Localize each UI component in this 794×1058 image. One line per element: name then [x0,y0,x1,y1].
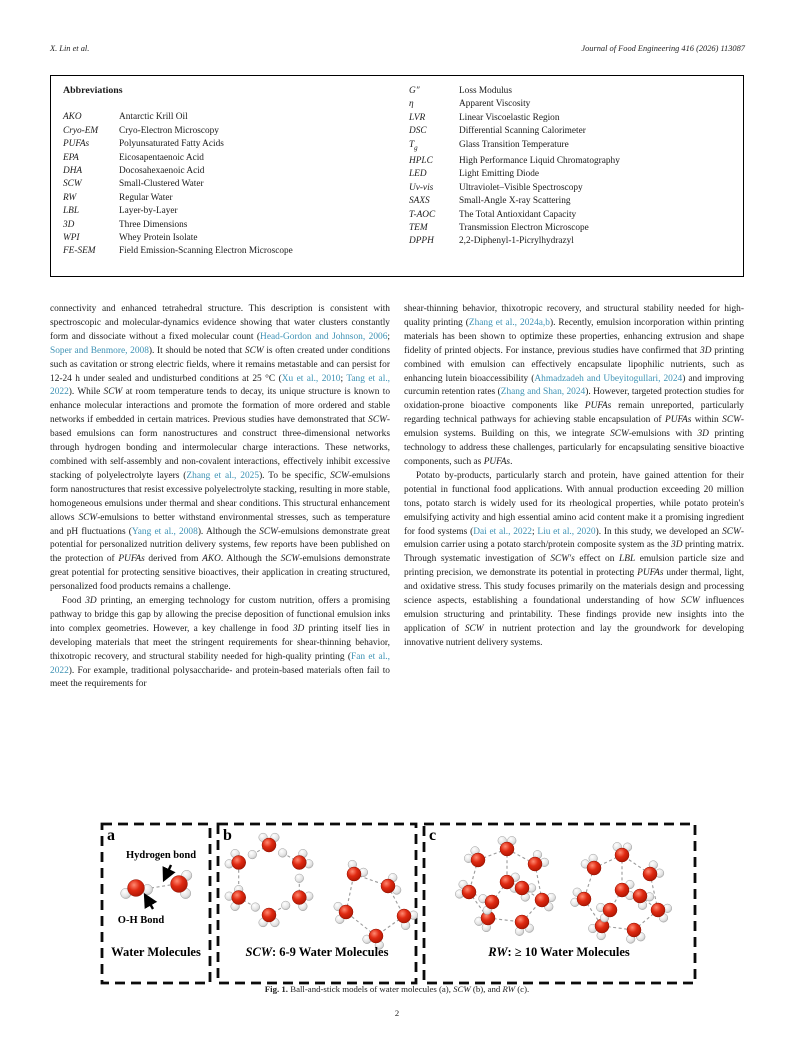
abbr-definition: Differential Scanning Calorimeter [459,126,586,137]
water-molecule [571,888,591,907]
abbr-term: LBL [63,206,80,217]
abbreviations-title: Abbreviations [63,85,123,96]
panel-a-border [102,824,210,983]
citation-link[interactable]: Zhang and Shan, 2024 [500,387,586,398]
abbr-term: RW [63,192,77,203]
oxygen-atom [500,842,514,856]
abbr-term: PUFAs [63,139,90,150]
citation-link[interactable]: Zhang et al., 2025 [186,470,260,481]
page-number: 2 [394,1008,400,1018]
panel-c-border [424,824,695,983]
oxygen-atom [535,893,549,907]
abbr-row [63,178,393,191]
paragraph: Food 3D printing, an emerging technology for custom nutrition, offers a promising pathway to bridge this gap by allowing the precise deposition of functional emulsion inks into complex geometries. However, a key challenge in food 3D printing itself lies in developing materials that meet the stringent requirements for shear-thinning behavior, thixotropic recovery, and structural stability needed for high-quality printing (Fan et al., 2022). For example, traditional polysaccharide- and protein-based materials often fail to meet the requirements for [50,596,390,690]
hydrogen-atom [295,874,304,883]
oxygen-atom [577,892,591,906]
figure-1 [100,822,697,985]
hydrogen-atom [248,850,257,859]
panel-b-molecules [225,833,418,949]
abbr-row [409,195,739,208]
panel-a-molecules [121,870,192,898]
abbr-definition: Whey Protein Isolate [119,233,198,244]
abbr-row [409,168,739,181]
water-molecule [292,849,313,869]
abbr-definition: Glass Transition Temperature [459,139,569,150]
water-molecule [225,891,246,911]
abbr-definition: Three Dimensions [119,219,188,230]
water-molecule [498,836,516,856]
abbreviations-box [50,75,744,277]
oxygen-atom [615,883,629,897]
oxygen-atom [369,929,383,943]
water-molecule [292,891,313,911]
oxygen-atom [471,853,485,867]
oxygen-atom [603,903,617,917]
abbr-row [63,245,393,258]
figure-caption: Fig. 1. Ball-and-stick models of water molecules (a), SCW (b), and RW (c). [264,984,530,994]
citation-link[interactable]: Fan et al., 2022 [50,651,390,676]
abbr-definition: Linear Viscoelastic Region [459,112,560,123]
abbr-row [409,235,739,248]
abbr-row [409,85,739,98]
abbr-row [63,165,393,178]
abbr-row [63,232,393,245]
abbr-term: FE-SEM [63,246,96,257]
body-text [50,303,744,808]
abbr-term: WPI [63,233,80,244]
abbr-row [409,139,739,155]
oxygen-atom [651,903,665,917]
abbr-term: LED [409,169,427,180]
water-molecule [259,833,279,852]
oxygen-atom [232,891,246,905]
abbr-row [63,152,393,165]
oxygen-atom [515,881,529,895]
abbr-row [409,112,739,125]
abbr-term: TEM [409,222,428,233]
abbr-definition: The Total Antioxidant Capacity [459,209,577,220]
figure-panel-a [100,822,212,985]
abbr-term: Cryo-EM [63,125,99,136]
abbr-definition: High Performance Liquid Chromatography [459,155,620,166]
citation-link[interactable]: Xu et al., 2010 [281,373,341,384]
water-molecule [626,923,645,943]
water-molecule [651,903,672,922]
abbr-row [63,125,393,138]
oxygen-atom [292,856,306,870]
abbr-term: $T_g$ [409,139,418,152]
abbr-definition: 2,2-Diphenyl-1-Picrylhydrazyl [459,236,574,247]
oxygen-atom [515,915,529,929]
abbr-row [409,98,739,111]
water-molecule [479,894,499,914]
abbr-term: LVR [409,112,426,123]
paragraph: Potato by-products, particularly starch and protein, have gained attention for their potential in functional food applications. With annual production exceeding 20 million tons, potato starch is widely used for its rheological properties, while potato protein's emulsifying activity and high essential amino acid content make it a promising ingredient for food systems (Dai et al., 2022; Liu et al., 2020). In this study, we developed an SCW-emulsion carrier using a potato starch/protein composite system as the 3D printing matrix. Through systematic investigation of SCW's effect on LBL emulsion particle size and printing precision, we demonstrate its potential in protecting PUFAs under thermal, light, and oxidative stress. This study focuses primarily on the materials design and processing science aspects, establishing a foundational understanding of how SCW influences emulsion structuring and printability. These findings provide new insights into the application of SCW in nutrient protection and lay the groundwork for developing innovative nutrient delivery systems. [404,470,744,648]
oxygen-atom [587,861,601,875]
water-molecule [581,854,601,875]
abbr-term: η [409,99,414,110]
abbr-definition: Small-Angle X-ray Scattering [459,196,571,207]
abbr-term: SCW [63,179,82,190]
header-author: X. Lin et al. [50,44,90,53]
water-molecule [334,902,353,923]
hydrogen-atom [278,849,287,858]
oxygen-atom [615,848,629,862]
body-column-left [50,303,390,808]
oxygen-atom [171,876,188,893]
oxygen-atom [128,880,145,897]
hydrogen-atom [251,903,260,912]
abbr-row [63,192,393,205]
abbr-definition: Docosahexaenoic Acid [119,166,205,177]
water-molecule [515,915,534,936]
abbr-row [409,209,739,222]
oh-bond-label: O-H Bond [117,915,165,926]
hydrogen-atom [281,901,290,910]
oxygen-atom [500,875,514,889]
abbr-term: DPPH [409,236,434,247]
abbr-term: DHA [63,166,83,177]
oxygen-atom [528,857,542,871]
citation-link[interactable]: Head-Gordon and Johnson, 2006 [260,331,388,342]
citation-link[interactable]: Tang et al., 2022 [50,373,391,398]
oxygen-atom [262,838,276,852]
abbr-definition: Ultraviolet–Visible Spectroscopy [459,182,583,193]
oxygen-atom [232,856,246,870]
abbr-definition: Apparent Viscosity [459,99,531,110]
figure-panel-c [422,822,697,985]
oxygen-atom [627,923,641,937]
abbr-row [63,219,393,232]
oxygen-atom [462,885,476,899]
panel-c-label: RW: ≥ 10 Water Molecules [488,945,630,959]
abbr-term: DSC [409,126,427,137]
abbr-definition: Layer-by-Layer [119,206,178,217]
abbr-term: T-AOC [409,209,436,220]
water-molecule [121,880,153,899]
oxygen-atom [262,908,276,922]
hydrogen-bond-line [151,885,170,888]
water-molecule [455,880,476,899]
oxygen-atom [485,895,499,909]
citation-link[interactable]: Soper and Benmore, 2008 [50,345,149,356]
abbr-row [409,125,739,138]
oxygen-atom [397,909,411,923]
abbr-definition: Regular Water [119,192,173,203]
water-molecule [528,850,549,871]
abbr-term: EPA [63,152,79,163]
abbr-definition: Field Emission-Scanning Electron Microscope [119,246,293,257]
oxygen-atom [347,867,361,881]
water-molecule [171,870,192,898]
abbr-term: SAXS [409,196,430,207]
panel-b-label: SCW: 6-9 Water Molecules [245,945,389,959]
abbr-term: 3D [63,219,75,230]
water-molecule [535,893,556,911]
water-molecule [397,909,418,930]
water-molecule [643,861,664,881]
oxygen-atom [643,867,657,881]
abbr-row [63,111,393,124]
citation-link[interactable]: Ahmadzadeh and Ubeyitogullari, 2024 [534,373,683,384]
water-molecule [633,889,654,910]
abbr-row [63,205,393,218]
abbr-definition: Loss Modulus [459,86,512,96]
oxygen-atom [633,889,647,903]
citation-link[interactable]: Liu et al., 2020 [537,526,596,537]
abbr-definition: Eicosapentaenoic Acid [119,152,204,163]
oxygen-atom [339,905,353,919]
oxygen-atom [381,879,395,893]
water-molecule [515,881,536,901]
abbr-row [409,182,739,195]
abbreviations-column-left [63,76,393,259]
oxygen-atom [292,891,306,905]
panel-b-border [218,824,416,983]
panel-a-letter: a [107,827,115,844]
panel-c-molecules [455,836,671,943]
oh-bond-arrow-icon [145,895,153,909]
panel-a-label: Water Molecules [111,945,201,959]
panel-b-letter: b [223,827,232,844]
abbr-row [409,155,739,168]
paragraph: shear-thinning behavior, thixotropic recovery, and structural stability needed for high-quality printing (Zhang et al., 2024a,b). Recently, emulsion incorporation within printing materials has been shown to optimize these properties, enhancing extrusion and shape fidelity of printed objects. For instance, previous studies have confirmed that 3D printing combined with emulsion can effectively encapsulate lipophilic nutrients, such as enhancing lutein bioaccessibility (Ahmadzadeh and Ubeyitogullari, 2024) and improving curcumin retention rates (Zhang and Shan, 2024). However, targeted protection studies for oxidation-prone bioactive components like PUFAs remain unreported, particularly regarding technical pathways for achieving stable encapsulation of PUFAs within SCW-emulsion systems. Building on this, we integrate SCW-emulsions with 3D printing technology to address these challenges, particularly for encapsulating sensitive bioactive components, such as PUFAs. [404,304,744,467]
water-molecule [613,842,632,862]
abbr-definition: Light Emitting Diode [459,169,540,180]
abbr-term: HPLC [409,155,433,166]
abbr-definition: Cryo-Electron Microscopy [119,125,219,136]
abbr-term: G″ [409,86,420,96]
abbr-row [63,138,393,151]
water-molecule [259,908,279,927]
abbr-row [409,222,739,235]
abbr-definition: Antarctic Krill Oil [119,112,188,123]
hydrogen-bond-arrow-icon [164,865,171,880]
citation-link[interactable]: Zhang et al., 2024a,b [468,317,550,328]
water-molecule [464,847,485,867]
water-molecule [381,873,401,894]
abbr-term: AKO [63,112,82,123]
abbr-definition: Polyunsaturated Fatty Acids [119,139,224,150]
paragraph: connectivity and enhanced tetrahedral structure. This description is consistent with spectroscopic and molecular-dynamics evidence showing that water clusters constantly form and dissociate without a fixed molecular count (Head-Gordon and Johnson, 2006; Soper and Benmore, 2008). It should be noted that SCW is often created under conditions such as cavitation or strong electric fields, where it remains metastable and can persist for 12-24 h under sealed and undisturbed conditions at 25 °C (Xu et al., 2010; Tang et al., 2022). While SCW at room temperature tends to decay, its unique structure is known to enhance molecular interactions and promote the formation of more ordered and stable networks if embedded in certain matrices. Previous studies have demonstrated that SCW-based emulsions can form nanostructures and construct three-dimensional networks through hydrogen bonding and intermolecular charge interactions. These networks, combined with self-assembly and non-covalent interactions, effectively inhibit excessive stacking of polyelectrolyte layers (Zhang et al., 2025). To be specific, SCW-emulsions form nanostructures that resist excessive polyelectrolyte stacking, resulting in more stable, homogeneous emulsions under thermal and shear conditions. This structural enhancement allows SCW-emulsions to better withstand environmental stresses, such as temperature and pH fluctuations (Yang et al., 2008). Although the SCW-emulsions demonstrate great potential for personalized nutrition delivery systems, few reports have been published on the protection of PUFAs derived from AKO. Although the SCW-emulsions demonstrate great potential for protecting sensitive bioactives, their application in creating structured, personalized food products remains a challenge. [50,304,391,593]
figure-panel-b [216,822,418,985]
body-column-right [404,303,744,808]
water-molecule [225,849,246,869]
abbr-term: Uv-vis [409,182,434,193]
abbr-definition: Small-Clustered Water [119,179,204,190]
citation-link[interactable]: Yang et al., 2008 [131,526,198,537]
citation-link[interactable]: Dai et al., 2022 [473,526,532,537]
page-header [50,44,745,53]
abbreviations-column-right [409,85,739,249]
abbr-definition: Transmission Electron Microscope [459,222,589,233]
panel-c-letter: c [429,827,437,844]
hydrogen-bond-label: Hydrogen bond [125,850,197,861]
header-journal: Journal of Food Engineering 416 (2026) 113087 [581,44,745,53]
